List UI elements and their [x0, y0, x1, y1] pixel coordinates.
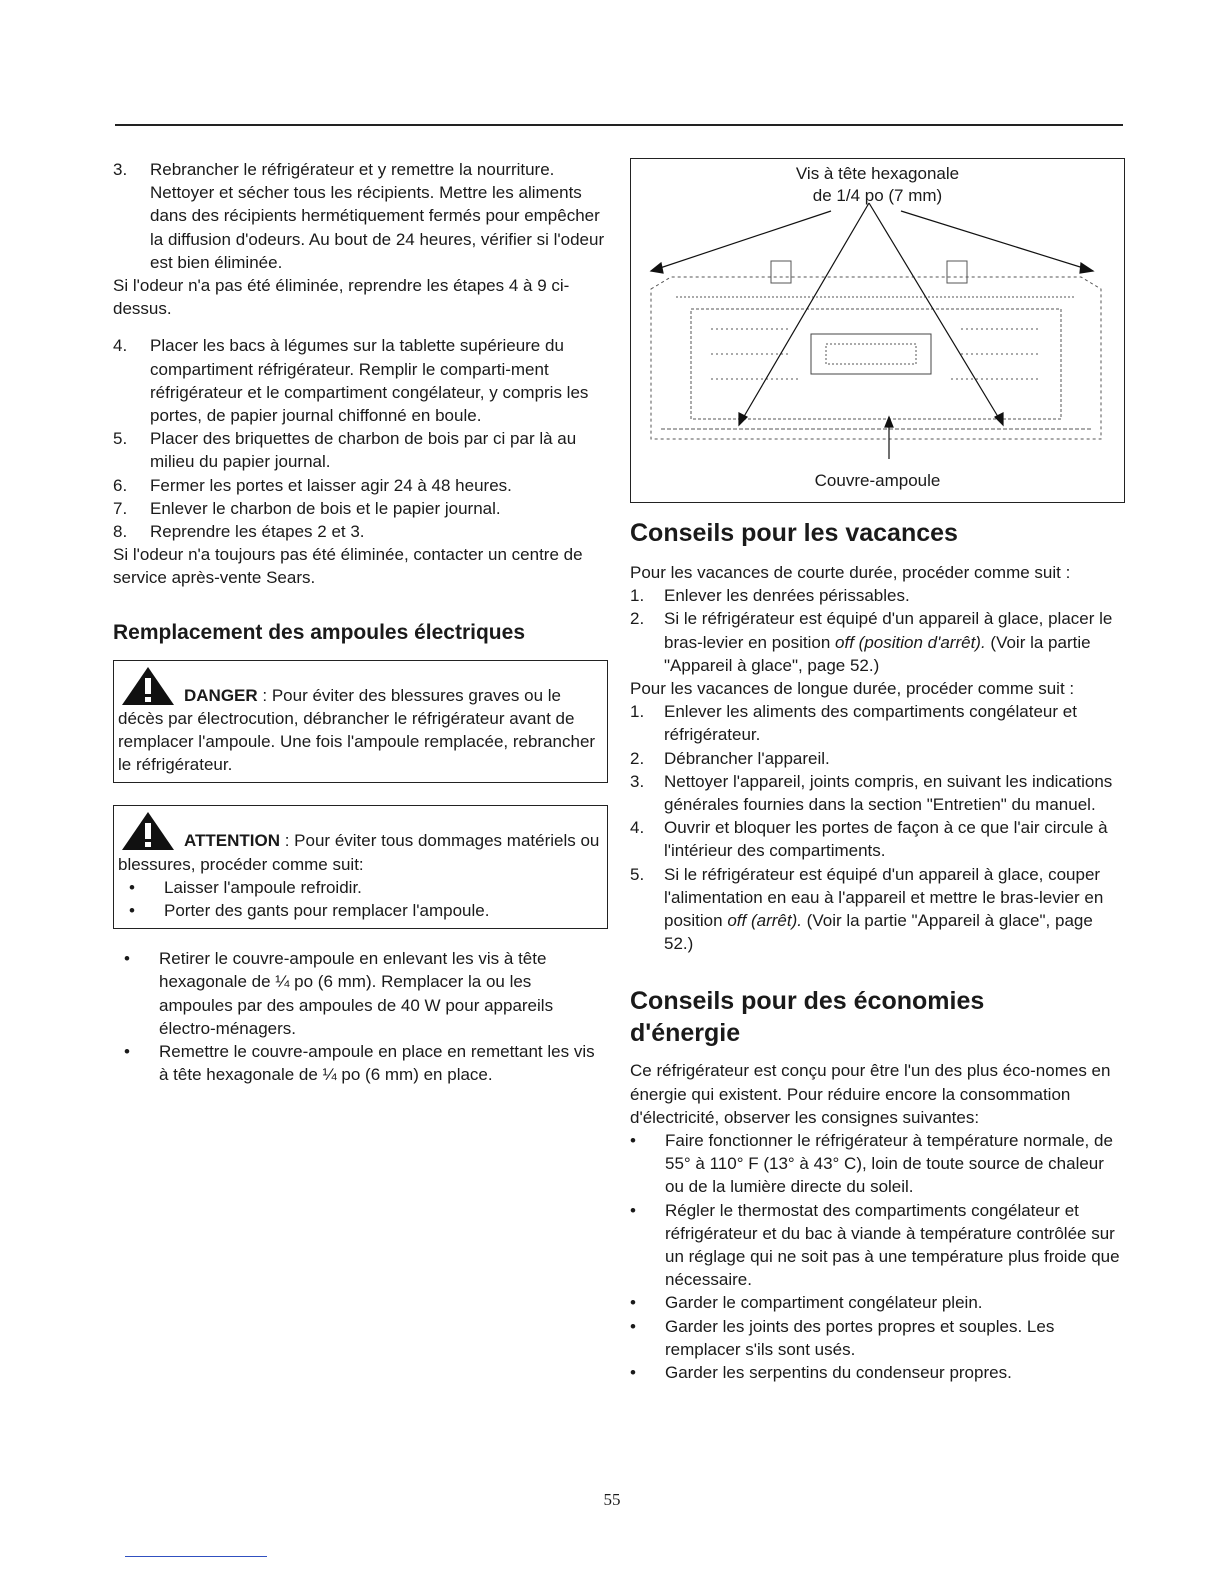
list-item: 2. Débrancher l'appareil.	[630, 748, 830, 768]
energy-tips-heading: Conseils pour des économies d'énergie	[630, 987, 985, 1048]
danger-text: : Pour éviter des blessures graves ou le décès par électrocution, débrancher le réfrigérateur avant de remplacer l'ampoule. Une fois l'ampoule remplacée, rebrancher le réfrigérateur.	[118, 685, 596, 775]
warning-triangle-icon	[118, 812, 184, 852]
list-item: 3. Rebrancher le réfrigérateur et y remettre la nourriture. Nettoyer et sécher tous les récipients. Mettre les aliments dans des récipients hermétiquement fermés pour empêcher la diffusion d'odeurs. Au bout de 24 heures, vérifier si l'odeur est bien éliminée.	[113, 160, 605, 272]
energy-tips-list	[630, 1129, 1125, 1384]
bullet: •	[124, 1042, 130, 1062]
right-column	[630, 158, 1125, 1384]
odor-note-repeat: Si l'odeur n'a pas été éliminée, reprendre les étapes 4 à 9 ci-dessus.	[113, 276, 570, 319]
odor-note-service: Si l'odeur n'a toujours pas été éliminée, contacter un centre de service après-vente Sears.	[113, 545, 583, 588]
attention-text: : Pour éviter tous dommages matériels ou blessures, procéder comme suit:	[118, 831, 600, 874]
list-item: 6. Fermer les portes et laisser agir 24 à 48 heures.	[113, 475, 512, 495]
list-item: • Faire fonctionner le réfrigérateur à température normale, de 55° à 110° F (13° à 43° C), loin de toute source de chaleur ou de la lumière directe du soleil.	[630, 1129, 1125, 1199]
list-item: • Régler le thermostat des compartiments congélateur et réfrigérateur et du bac à viande à température contrôlée sur un réglage qui ne soit pas à une température plus froide que nécessaire.	[630, 1199, 1125, 1292]
bullet: •	[630, 1293, 636, 1313]
bullet: •	[129, 901, 135, 921]
bullet: •	[630, 1316, 636, 1336]
energy-intro: Ce réfrigérateur est conçu pour être l'un des plus éco-nomes en énergie qui existent. Pour réduire encore la consommation d'électricité, observer les consignes suivantes:	[630, 1061, 1111, 1127]
bottom-link-rule	[125, 1556, 267, 1557]
bullet: •	[630, 1363, 636, 1383]
list-item: 4. Placer les bacs à légumes sur la tablette supérieure du compartiment réfrigérateur. Remplir le comparti-ment réfrigérateur et le compartiment congélateur, y compris les portes, de papier journal chiffonné en boule.	[113, 336, 589, 426]
long-vacation-steps	[630, 700, 1125, 955]
warning-triangle-icon	[118, 667, 184, 707]
bullet: •	[124, 949, 130, 969]
short-vacation-intro: Pour les vacances de courte durée, procéder comme suit :	[630, 563, 1071, 582]
list-item: 3. Nettoyer l'appareil, joints compris, en suivant les indications générales fournies dans la section "Entretien" du manuel.	[630, 771, 1113, 815]
list-item: • Garder le compartiment congélateur plein.	[630, 1291, 1125, 1314]
short-vacation-steps	[630, 584, 1125, 677]
light-housing-drawing	[631, 159, 1123, 501]
page-number: 55	[603, 1490, 621, 1509]
attention-label: ATTENTION	[184, 831, 281, 851]
attention-list	[118, 876, 601, 922]
list-item: 2. Si le réfrigérateur est équipé d'un appareil à glace, placer le bras-levier en position off (position d'arrêt). (Voir la partie "Appareil à glace", page 52.)	[630, 609, 1113, 675]
bullet: •	[129, 877, 135, 897]
list-item: • Porter des gants pour remplacer l'ampoule.	[118, 899, 601, 922]
odor-steps	[113, 334, 608, 543]
odor-steps-continued	[113, 158, 608, 274]
list-item: • Laisser l'ampoule refroidir.	[118, 876, 601, 899]
bullet: •	[630, 1200, 636, 1220]
figure-label-screw-size: de 1/4 po (7 mm)	[812, 186, 943, 205]
danger-label: DANGER	[184, 685, 258, 705]
list-item: • Garder les serpentins du condenseur propres.	[630, 1361, 1125, 1384]
list-item: 1. Enlever les aliments des compartiments congélateur et réfrigérateur.	[630, 702, 1077, 745]
danger-box	[113, 660, 608, 784]
bullet: •	[630, 1131, 636, 1151]
attention-box	[113, 805, 608, 929]
long-vacation-intro: Pour les vacances de longue durée, procéder comme suit :	[630, 679, 1075, 699]
figure-label-bulb-cover: Couvre-ampoule	[814, 471, 941, 490]
list-item: • Remettre le couvre-ampoule en place en remettant les vis à tête hexagonale de ¼ po (6 mm) en place.	[113, 1040, 608, 1086]
bulb-cover-figure	[630, 158, 1125, 503]
figure-label-screw: Vis à tête hexagonale	[795, 164, 960, 183]
bulb-replacement-heading: Remplacement des ampoules électriques	[113, 620, 525, 644]
vacation-tips-heading: Conseils pour les vacances	[630, 519, 958, 547]
list-item: 5. Placer des briquettes de charbon de bois par ci par là au milieu du papier journal.	[113, 429, 577, 472]
list-item: 7. Enlever le charbon de bois et le papier journal.	[113, 498, 501, 518]
list-item: • Retirer le couvre-ampoule en enlevant les vis à tête hexagonale de ¼ po (6 mm). Remplacer la ou les ampoules par des ampoules de 40 W pour appareils électro-ménagers.	[113, 947, 608, 1040]
list-item: 4. Ouvrir et bloquer les portes de façon à ce que l'air circule à l'intérieur des compartiments.	[630, 818, 1108, 861]
top-rule	[115, 124, 1123, 126]
list-item: • Garder les joints des portes propres et souples. Les remplacer s'ils sont usés.	[630, 1315, 1125, 1361]
list-item: 5. Si le réfrigérateur est équipé d'un appareil à glace, couper l'alimentation en eau à l'appareil et mettre le bras-levier en position off (arrêt). (Voir la partie "Appareil à glace", page 52.)	[630, 864, 1104, 954]
list-item: 8. Reprendre les étapes 2 et 3.	[113, 522, 365, 542]
bulb-steps	[113, 947, 608, 1086]
list-item: 1. Enlever les denrées périssables.	[630, 586, 910, 606]
left-column	[113, 158, 608, 1087]
